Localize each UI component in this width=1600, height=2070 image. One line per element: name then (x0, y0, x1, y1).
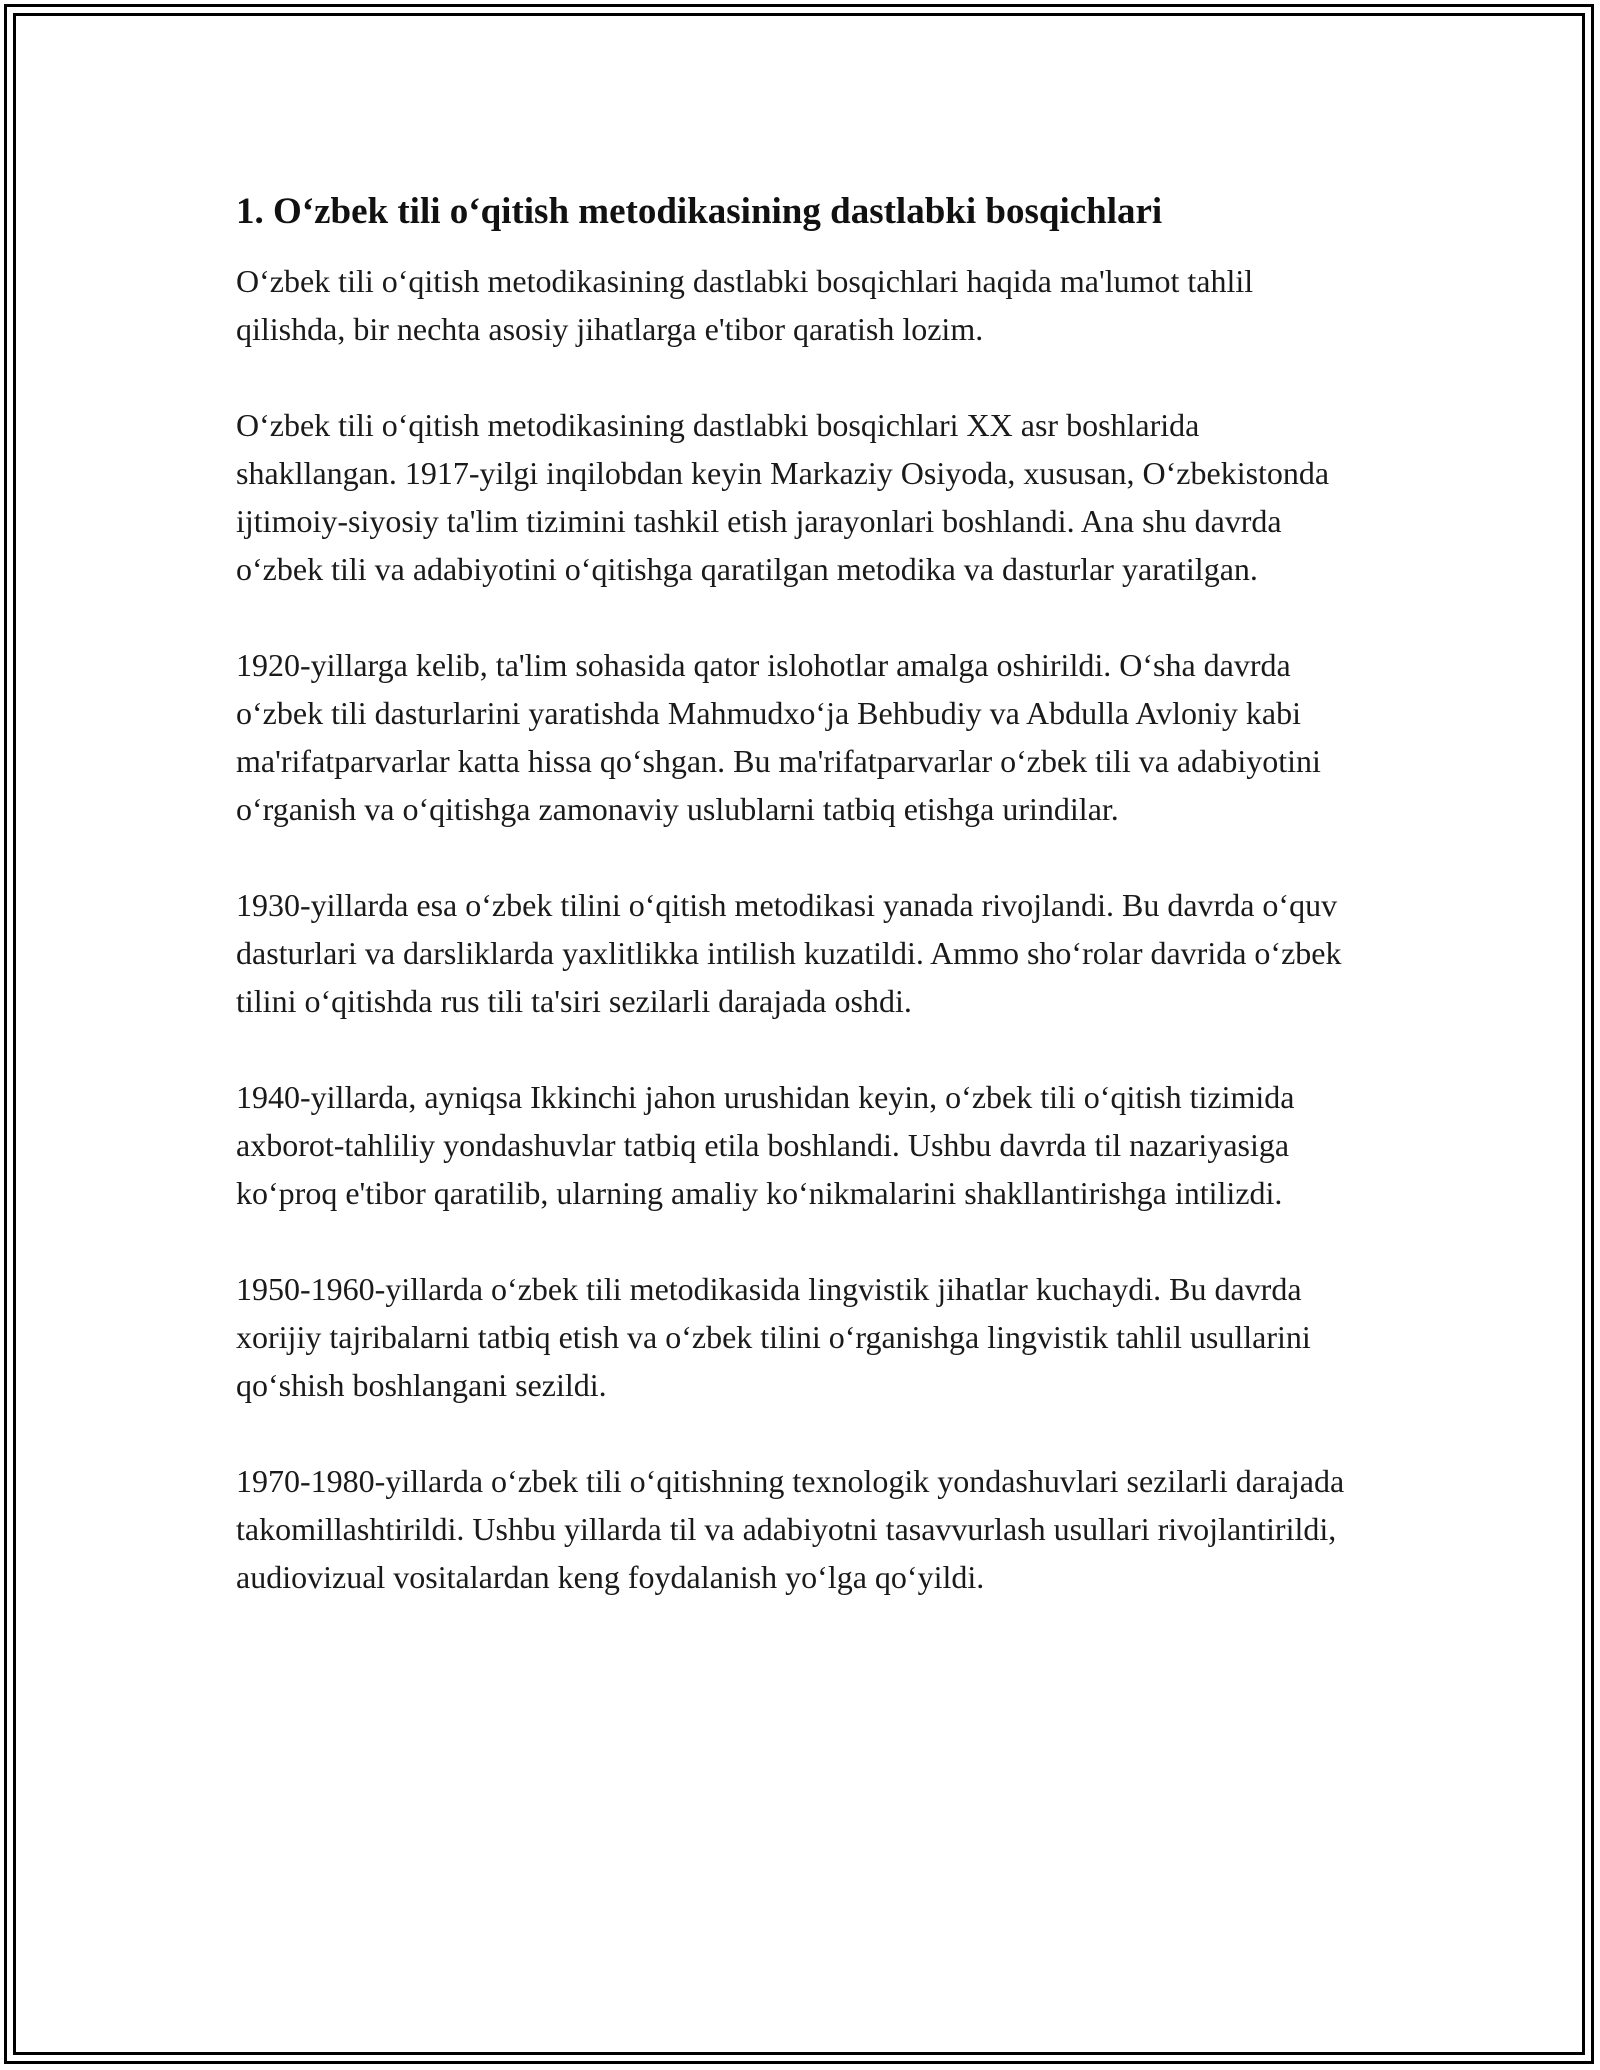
paragraph-2: O‘zbek tili o‘qitish metodikasining dastlabki bosqichlari XX asr boshlarida shakllangan. 1917-yilgi inqilobdan keyin Markaziy Osiyoda, xususan, O‘zbekistonda ijtimoiy-siyosiy ta'lim tizimini tashkil etish jarayonlari boshlandi. Ana shu davrda o‘zbek tili va adabiyotini o‘qitishga qaratilgan metodika va dasturlar yaratilgan. (236, 407, 1330, 587)
paragraph-7: 1970-1980-yillarda o‘zbek tili o‘qitishning texnologik yondashuvlari sezilarli darajada takomillashtirildi. Ushbu yillarda til va adabiyotni tasavvurlash usullari rivojlantirildi, audiovizual vositalardan keng foydalanish yo‘lga qo‘yildi. (236, 1463, 1345, 1595)
paragraph-5: 1940-yillarda, ayniqsa Ikkinchi jahon urushidan keyin, o‘zbek tili o‘qitish tizimida axborot-tahliliy yondashuvlar tatbiq etila boshlandi. Ushbu davrda til nazariyasiga ko‘proq e'tibor qaratilib, ularning amaliy ko‘nikmalarini shakllantirishga intilizdi. (236, 1079, 1295, 1211)
document-body (236, 187, 1366, 1649)
paragraph-1: O‘zbek tili o‘qitish metodikasining dastlabki bosqichlari haqida ma'lumot tahlil qilishda, bir nechta asosiy jihatlarga e'tibor qaratish lozim. (236, 263, 1254, 347)
paragraph-4: 1930-yillarda esa o‘zbek tilini o‘qitish metodikasi yanada rivojlandi. Bu davrda o‘quv dasturlari va darsliklarda yaxlitlikka intilish kuzatildi. Ammo sho‘rolar davrida o‘zbek tilini o‘qitishda rus tili ta'siri sezilarli darajada oshdi. (236, 887, 1342, 1019)
paragraph-6: 1950-1960-yillarda o‘zbek tili metodikasida lingvistik jihatlar kuchaydi. Bu davrda xorijiy tajribalarni tatbiq etish va o‘zbek tilini o‘rganishga lingvistik tahlil usullarini qo‘shish boshlangani sezildi. (236, 1271, 1311, 1403)
paragraph-3: 1920-yillarga kelib, ta'lim sohasida qator islohotlar amalga oshirildi. O‘sha davrda o‘zbek tili dasturlarini yaratishda Mahmudxo‘ja Behbudiy va Abdulla Avloniy kabi ma'rifatparvarlar katta hissa qo‘shgan. Bu ma'rifatparvarlar o‘zbek tili va adabiyotini o‘rganish va o‘qitishga zamonaviy uslublarni tatbiq etishga urindilar. (236, 647, 1321, 827)
section-heading: 1. O‘zbek tili o‘qitish metodikasining dastlabki bosqichlari (236, 191, 1163, 232)
